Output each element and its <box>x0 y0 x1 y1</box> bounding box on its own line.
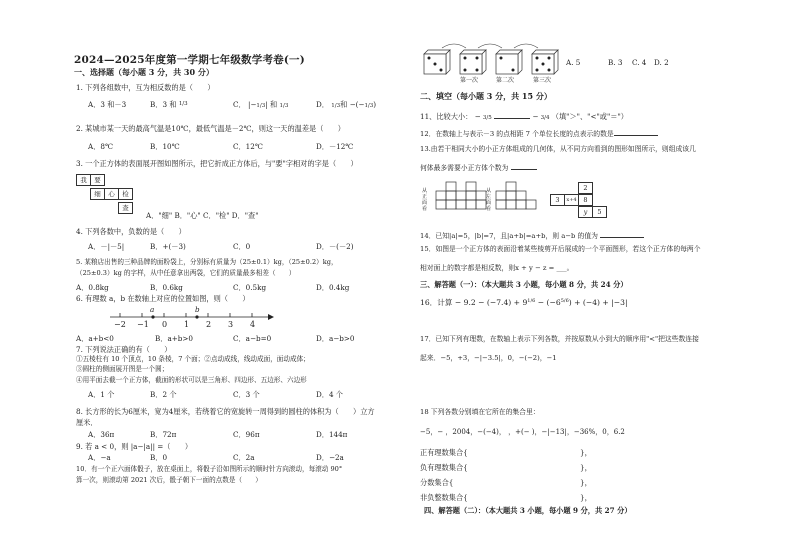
question-10-line1: 10．有一个正六面体骰子，放在桌面上，将骰子沿如图所示的顺时针方向滚动，每滚动 90° <box>76 465 343 473</box>
q5-option-a: A．0.8kg <box>76 283 109 292</box>
section-answer2-heading: 四、解答题（二）：（本大题共 3 小题，每小题 9 分，共 27 分） <box>424 506 632 515</box>
front-view-figure <box>430 180 488 212</box>
question-8-line1: 8. 长方形的长为6厘米，宽为4厘米，若绕着它的宽旋转一周得到的圆柱的体积为（ ）立方 <box>76 407 375 416</box>
q2-option-a: A．8℃ <box>88 142 113 151</box>
question-10-line2: 算一次，则滚动第 2021 次后，骰子朝下一面的点数是（ ） <box>76 476 262 484</box>
question-17-line2: 起来．−5，+3，−|−3.5|，0，−(−2)，−1 <box>420 354 557 362</box>
axis-tick-6: 3 <box>228 320 234 329</box>
axis-label-a: a <box>150 305 155 314</box>
q1-option-c: C． |−1/3| 和 1/3 <box>233 100 289 109</box>
q5-option-c: C．0.5kg <box>233 283 267 292</box>
axis-tick-3: 0 <box>162 320 168 329</box>
question-5-line1: 5. 某粮店出售的三种品牌的面粉袋上，分别标有质量为（25±0.1）kg，（25±0.2）kg， <box>76 258 338 266</box>
net-cell-4: 心 <box>104 188 119 200</box>
section-choice-heading: 一、选择题（每小题 3 分，共 30 分） <box>74 67 214 77</box>
view-label-left: 从左面看 <box>486 188 492 212</box>
q2-option-c: C．12℃ <box>233 142 263 151</box>
q6-option-d: D．a−b>0 <box>316 334 355 343</box>
question-4: 4. 下列各数中，负数的是（ ） <box>76 227 186 236</box>
question-15-line2: 相对面上的数字都是相反数，则x + y − z = ___。 <box>420 264 574 272</box>
q9-option-a: A．−a <box>88 453 111 462</box>
axis-tick-4: 1 <box>184 320 190 329</box>
question-7: 7. 下列说法正确的有（ ） <box>76 345 172 354</box>
q1-option-d: D． 1/3和 −(−1/3) <box>316 100 377 109</box>
net-cell-2: 要 <box>90 174 105 186</box>
axis-tick-5: 2 <box>206 320 212 329</box>
q18-numbers: −5，− ，2004，−(−4)， ，+(− )，−|−13|，−36%，0，6.2 <box>420 428 625 436</box>
question-12: 12．在数轴上与表示－3 的点相距 7 个单位长度的点表示的数是 <box>420 130 658 139</box>
question-3: 3. 一个正方体的表面展开图如图所示，把它折成正方体后，与"要"字相对的字是（ ） <box>76 159 358 168</box>
q7-statement-1: ①五棱柱有 10 个顶点，10 条棱，7 个面；②点动成线，线动成面，面动成体； <box>76 355 310 363</box>
question-13-line1: 13.由若干相同大小的小正方体组成的几何体，从不同方向看到的图形如图所示，则组成该几 <box>420 145 696 153</box>
axis-tick-2: −1 <box>137 320 149 329</box>
q4-option-d: D．－(－2) <box>316 242 354 251</box>
q10-option-a: A. 5 <box>566 58 581 67</box>
net-cell-1: 我 <box>76 174 91 186</box>
section-answer1-heading: 三、解答题（一）：（本大题共 3 小题，每小题 8 分，共 24 分） <box>420 280 628 289</box>
view-label-front: 从正面看 <box>422 188 428 212</box>
q7-statement-3: ③圆柱的侧面展开图是一个圆； <box>76 365 169 373</box>
question-6: 6. 有理数 a，b 在数轴上对应的位置如图，则（ ） <box>76 294 250 303</box>
q1-option-a: A．3 和－3 <box>88 100 127 109</box>
q7-option-b: B．2 个 <box>150 390 177 399</box>
q4-option-a: A．－|－5| <box>88 242 125 251</box>
question-8-line2: 厘米． <box>76 418 98 427</box>
q1-option-b: B．3 和 $^{1/3}$ <box>150 100 188 109</box>
q7-statement-4: ④用平面去截一个正方体，截面的形状可以是三角形、四边形、五边形、六边形 <box>76 376 307 384</box>
q10-option-b: B. 3 <box>608 58 623 67</box>
q7-option-c: C．3 个 <box>233 390 260 399</box>
q8-option-b: B．72π <box>150 430 177 439</box>
axis-label-b: b <box>195 305 200 314</box>
net15-cell-8: 8 <box>578 194 593 206</box>
q8-option-d: D．144π <box>316 430 348 439</box>
q10-option-d: D. 2 <box>654 58 669 67</box>
section-fill-heading: 二、填空（每小题 3 分，共 15 分） <box>420 91 552 101</box>
q6-option-c: C．a−b=0 <box>233 334 272 343</box>
q9-option-b: B．0 <box>150 453 168 462</box>
question-5-line2: （25±0.3）kg 的字样，从中任意拿出两袋，它们的质量最多相差（ ） <box>76 269 296 277</box>
q4-option-c: C．0 <box>233 242 251 251</box>
dice-label-1: 第一次 <box>460 77 479 84</box>
q8-option-a: A．36π <box>88 430 115 439</box>
set-close-3: }， <box>580 478 592 487</box>
axis-tick-7: 4 <box>250 320 256 329</box>
question-11: 11、比较大小： − 3/5 − 3/4 （填"＞"、"<"或"＝"） <box>420 112 628 121</box>
set-fraction: 分数集合{ <box>420 478 454 487</box>
q6-option-b: B．a+b>0 <box>155 334 193 343</box>
question-2: 2. 某城市某一天的最高气温是10℃，最低气温是－2℃，则这一天的温差是（ ） <box>76 124 345 133</box>
net15-cell-y: y <box>578 206 593 218</box>
page-title: 2024—2025年度第一学期七年级数学考卷(一) <box>74 54 305 66</box>
net15-cell-2: 2 <box>578 182 593 194</box>
q2-option-d: D．－12℃ <box>316 142 354 151</box>
set-negative-rational: 负有理数集合{ <box>420 463 468 472</box>
question-15-line1: 15．如图是一个正方体的表面沿着某些棱剪开后展成的一个平面图形，若这个正方体的每两个 <box>420 245 701 253</box>
q3-options: A．"细" B．"心" C．"检" D．"查" <box>146 211 259 220</box>
question-16: 16．计算 − $9.2 - (-7.4) + 9^{1/6} - (-6^{5/6}) + (-4) + |-3|$ <box>420 298 628 307</box>
q7-option-a: A．1 个 <box>88 390 115 399</box>
q5-option-d: D．0.4kg <box>316 283 350 292</box>
set-close-2: }， <box>580 463 592 472</box>
q7-option-d: D．4 个 <box>316 390 343 399</box>
net-cell-5: 检 <box>118 188 133 200</box>
q2-option-b: B．10℃ <box>150 142 180 151</box>
q5-option-b: B．0.6kg <box>150 283 183 292</box>
net-cell-6: 查 <box>118 202 133 214</box>
net15-cell-3: 3 <box>550 194 565 206</box>
question-17-line1: 17．已知下列有理数，在数轴上表示下列各数，并按原数从小到大的顺序用"<"把这些数连接 <box>420 335 699 343</box>
question-1: 1. 下列各组数中，互为相反数的是（ ） <box>76 83 215 92</box>
q9-option-c: C．2a <box>233 453 255 462</box>
net15-cell-x4: x+4 <box>564 194 579 206</box>
q9-option-d: D．−2a <box>316 453 344 462</box>
q8-option-c: C．96π <box>233 430 260 439</box>
q6-option-a: A．a+b<0 <box>76 334 114 343</box>
left-view-figure <box>494 180 542 212</box>
set-nonneg-integer: 非负整数集合{ <box>420 493 468 502</box>
net-cell-3: 细 <box>90 188 105 200</box>
question-18: 18 下列各数分别填在它所在的集合里： <box>420 408 540 416</box>
axis-tick-1: −2 <box>114 320 126 329</box>
question-9: 9. 若 a < 0，则 |a−|a|| =（ ） <box>76 442 193 451</box>
q10-option-c: C. 4 <box>632 58 647 67</box>
dice-label-2: 第二次 <box>496 77 515 84</box>
q4-option-b: B．+(－3) <box>150 242 186 251</box>
question-13-line2: 何体最多需要小正方体个数为 <box>420 164 537 173</box>
set-close-1: }， <box>580 448 592 457</box>
set-positive-rational: 正有理数集合{ <box>420 448 468 457</box>
number-line <box>108 304 278 334</box>
set-close-4: }， <box>580 493 592 502</box>
dice-label-3: 第三次 <box>533 77 552 84</box>
question-14: 14．已知|a|=5，|b|=7，且|a+b|=a+b，则 a−b 的值为 <box>420 232 644 241</box>
net15-cell-5: 5 <box>592 206 607 218</box>
